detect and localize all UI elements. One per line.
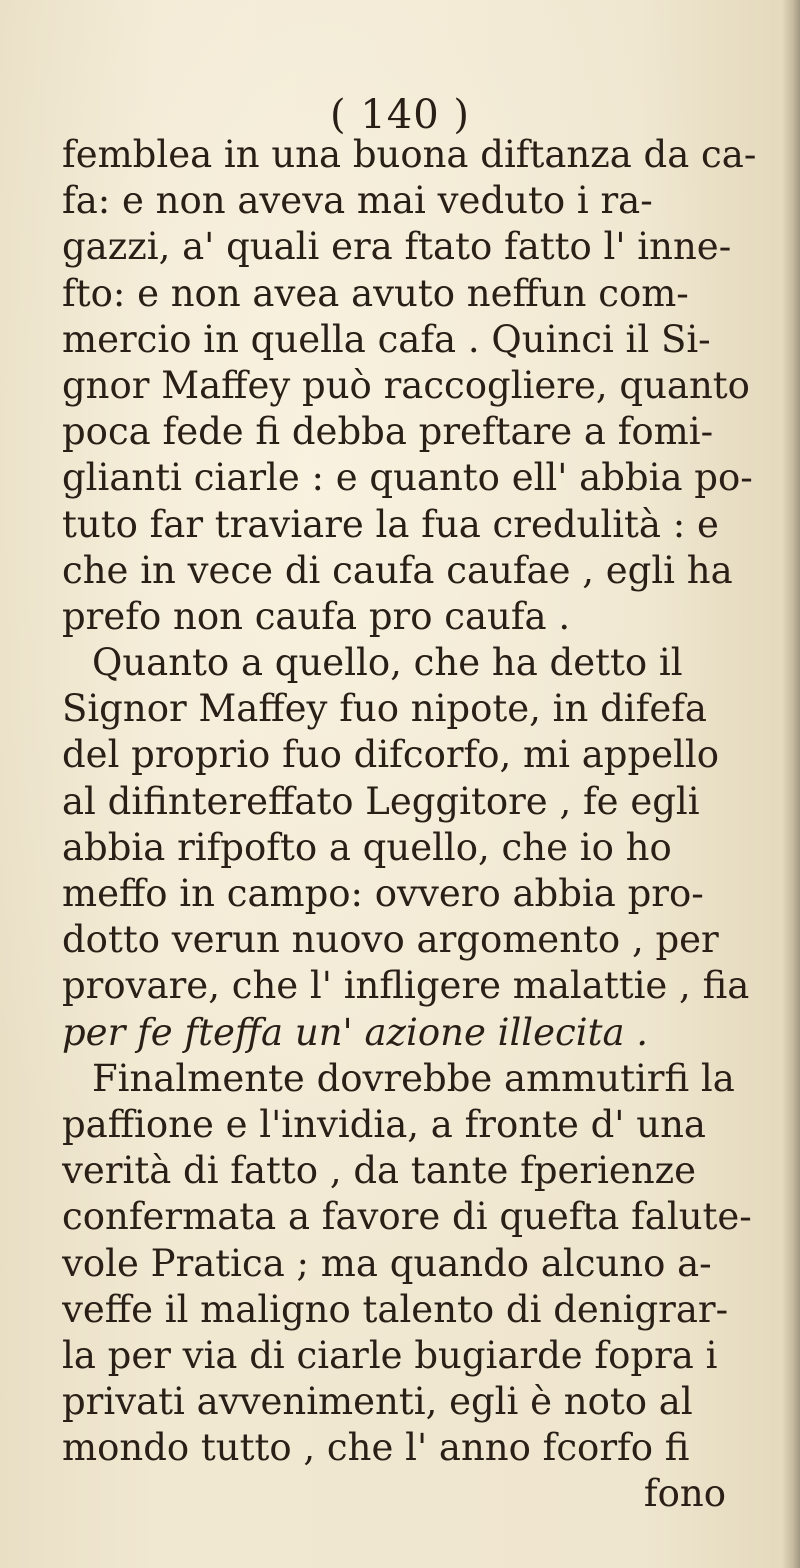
text-line: del proprio fuo difcorfo, mi appello <box>62 733 719 777</box>
text-line: mondo tutto , che l' anno fcorfo fi <box>62 1426 690 1470</box>
text-line: paffione e l'invidia, a fronte d' una <box>62 1102 706 1146</box>
text-line: che in vece di caufa caufae , egli ha <box>62 548 733 592</box>
text-line: Signor Maffey fuo nipote, in difefa <box>62 687 707 731</box>
text-line: veffe il maligno talento di denigrar- <box>62 1287 729 1331</box>
text-line: la per via di ciarle bugiarde fopra i <box>62 1333 718 1377</box>
catchword: fono <box>643 1472 726 1516</box>
text-line: fto: e non avea avuto neffun com- <box>62 271 689 315</box>
text-line: gazzi, a' quali era ftato fatto l' inne- <box>62 225 732 269</box>
text-line: privati avvenimenti, egli è noto al <box>62 1380 693 1424</box>
text-line: poca fede fi debba preftare a fomi- <box>62 410 714 454</box>
body-text <box>62 132 790 1518</box>
text-line: confermata a favore di quefta falute- <box>62 1195 752 1239</box>
text-line: verità di fatto , da tante fperienze <box>62 1149 697 1193</box>
text-line: fa: e non aveva mai veduto i ra- <box>62 179 653 223</box>
text-line: meffo in campo: ovvero abbia pro- <box>62 872 704 915</box>
page-number-header: ( 140 ) <box>330 92 470 138</box>
text-line: al difintereffato Leggitore , fe egli <box>62 779 700 823</box>
text-line: dotto verun nuovo argomento , per <box>62 918 719 962</box>
text-line: tuto far traviare la fua credulità : e <box>62 502 719 546</box>
paragraph-start-line: Finalmente dovrebbe ammutirfi la <box>92 1056 735 1100</box>
text-line: glianti ciarle : e quanto ell' abbia po- <box>62 456 753 500</box>
paragraph-start-line: Quanto a quello, che ha detto il <box>92 641 683 685</box>
text-line: abbia rifpofto a quello, che io ho <box>62 825 672 869</box>
text-line: femblea in una buona diftanza da ca- <box>62 133 757 176</box>
text-line: mercio in quella cafa . Quinci il Si- <box>62 317 711 361</box>
text-line: prefo non caufa pro caufa . <box>62 594 571 638</box>
text-line: vole Pratica ; ma quando alcuno a- <box>62 1241 712 1285</box>
italic-text-line: per fe fteffa un' azione illecita . <box>62 1010 649 1054</box>
text-line: gnor Maffey può raccogliere, quanto <box>62 363 750 407</box>
text-line: provare, che l' infligere malattie , fia <box>62 964 750 1008</box>
